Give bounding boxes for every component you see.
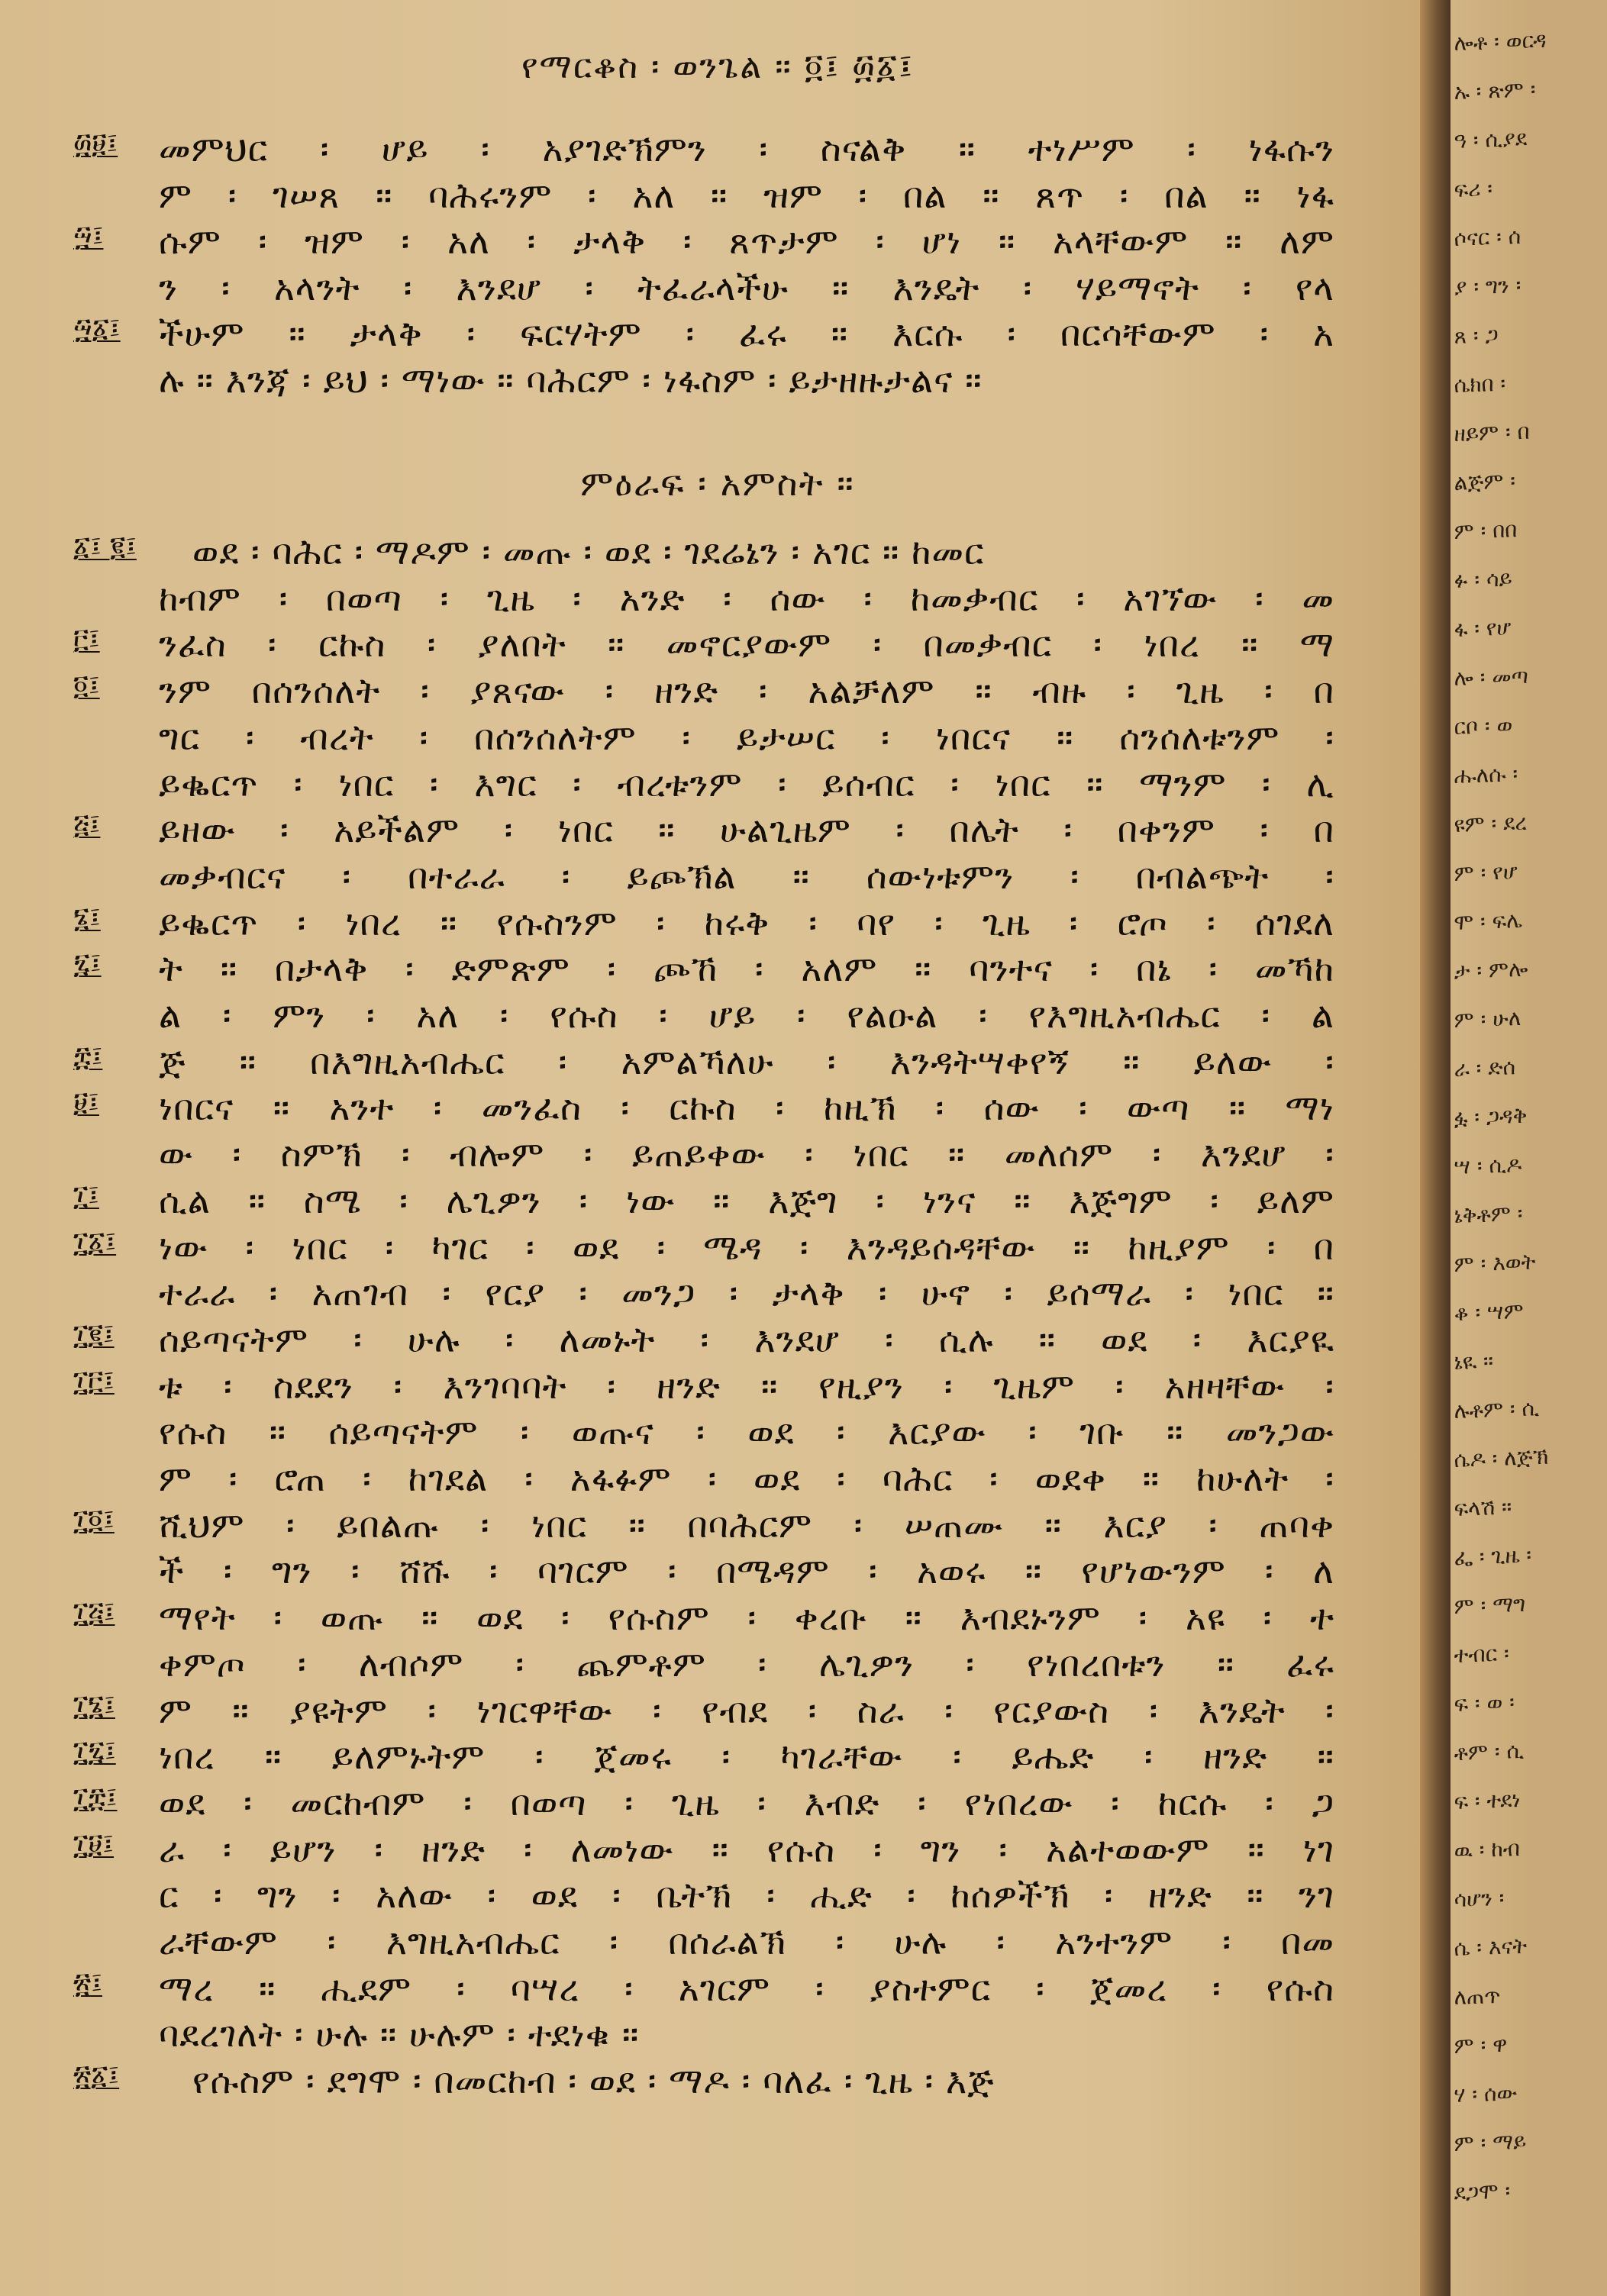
chapter-heading: ምዕራፍ ፡ አምስት ። xyxy=(580,463,855,504)
line-text: ይቈርጥ ፡ ነበረ ። የሱስንም ፡ ከሩቅ ፡ ባየ ፡ ጊዜ ፡ ሮጦ ፡ ሰገደለ xyxy=(159,901,1334,943)
text-line xyxy=(0,128,1420,174)
verse-number: ፮፤ xyxy=(73,901,101,934)
verse-number: ፳፤ xyxy=(73,1967,103,1999)
text-line xyxy=(0,763,1420,809)
facing-page-fragment: ሃ ፡ ሰው xyxy=(1454,2080,1518,2107)
facing-page-fragment: ያ ፡ ግን ፡ xyxy=(1454,272,1521,300)
line-text: የሱስ ። ሰይጣናትም ፡ ወጡና ፡ ወደ ፡ እርያው ፡ ገቡ ። መንጋው xyxy=(159,1411,1334,1453)
facing-page-fragment: ፍ ፡ ተደነ xyxy=(1454,1786,1521,1814)
line-text: ራ ፡ ይሆን ፡ ዘንድ ፡ ለመነው ። የሱስ ፡ ግን ፡ አልተወውም ። ነገ xyxy=(159,1828,1334,1870)
facing-page-fragment: ኔቅቶም ፡ xyxy=(1454,1200,1524,1228)
verse-number: ፲፫፤ xyxy=(73,1365,115,1397)
line-text: ይቈርጥ ፡ ነበር ፡ እግር ፡ ብረቱንም ፡ ይሰብር ፡ ነበር ። ማንም ፡ ሊ xyxy=(159,763,1334,805)
text-line xyxy=(0,1411,1420,1457)
text-line xyxy=(0,809,1420,855)
line-text: ሰይጣናትም ፡ ሁሉ ፡ ለመኑት ፡ እንደሆ ፡ ሲሉ ። ወደ ፡ እርያዪ xyxy=(159,1318,1334,1360)
running-header: የማርቆስ ፡ ወንጌል ። ፬፤ ፴፩፤ xyxy=(521,47,915,86)
facing-page-fragment: ሉቶም ፡ ሲ xyxy=(1454,1395,1540,1424)
text-line xyxy=(0,1180,1420,1226)
line-text: ት ። በታላቅ ፡ ድምጽም ፡ ጮኸ ፡ አለም ። ባንተና ፡ በኔ ፡ መኻከ xyxy=(159,948,1334,990)
facing-page-fragment: ም ፡ ማይ xyxy=(1454,2128,1527,2156)
line-text: ጅ ። በእግዚአብሔር ፡ አምልኻለሁ ፡ እንዳትሣቀየኝ ። ይለው ፡ xyxy=(159,1040,1334,1082)
text-line xyxy=(0,1968,1420,2014)
text-line xyxy=(0,1319,1420,1365)
text-line xyxy=(0,267,1420,313)
line-text: ተራራ ፡ አጠገብ ፡ የርያ ፡ መንጋ ፡ ታላቅ ፡ ሁኖ ፡ ይሰማራ ፡ ነበር ። xyxy=(159,1272,1334,1314)
text-line xyxy=(0,1133,1420,1179)
facing-page-fragment: ቶም ፡ ሲ xyxy=(1454,1737,1525,1766)
line-text: ች ፡ ግን ፡ ሸሹ ፡ ባገርም ፡ በሜዳም ፡ አወሩ ። የሆነውንም ፡ ለ xyxy=(159,1550,1334,1592)
facing-page-fragment: ም ፡ ዋ xyxy=(1454,2031,1508,2059)
facing-page-fragment: ዩም ፡ ደረ xyxy=(1454,809,1528,837)
text-line xyxy=(0,856,1420,901)
line-text: ንፈስ ፡ ርኩስ ፡ ያለበት ። መኖርያውም ፡ በመቃብር ፡ ነበረ ። ማ xyxy=(159,624,1334,666)
line-text: ነው ፡ ነበር ፡ ካገር ፡ ወደ ፡ ሜዳ ፡ እንዳይሰዳቸው ። ከዚያም ፡ በ xyxy=(159,1226,1334,1268)
facing-page-fragment: ልጅም ፡ xyxy=(1454,468,1516,495)
facing-page-fragment: ፍ ፡ ወ ፡ xyxy=(1454,1689,1515,1717)
text-line xyxy=(0,1550,1420,1596)
verse-number: ፰፤ xyxy=(73,1040,103,1072)
facing-page-fragment: ሶናር ፡ ሰ xyxy=(1454,223,1521,251)
facing-page-fragment: ም ፡ የሆ xyxy=(1454,859,1518,886)
line-text: ር ፡ ግን ፡ አለው ፡ ወደ ፡ ቤትኽ ፡ ሒድ ፡ ከሰዎችኽ ፡ ዘንድ ። ንገ xyxy=(159,1875,1334,1917)
verse-number: ፲፰፤ xyxy=(73,1782,118,1814)
facing-page-fragment: ሴዶ ፡ ለጅኽ xyxy=(1454,1443,1549,1472)
line-text: ም ፡ ገሠጸ ። ባሕሩንም ፡ አለ ። ዝም ፡ በል ። ጸጥ ፡ በል ። ነፋ xyxy=(159,174,1334,216)
text-line xyxy=(0,1690,1420,1736)
facing-page-fragment: ዓ ፡ ሲያደ xyxy=(1454,125,1528,153)
line-text: ሲል ። ስሜ ፡ ሌጊዎን ፡ ነው ። እጅግ ፡ ነንና ። እጅግም ፡ ይለም xyxy=(159,1179,1334,1221)
verse-number: ፵፩፤ xyxy=(73,313,121,344)
text-line xyxy=(0,1458,1420,1504)
facing-page-fragment: ኡ ፡ ጽም ፡ xyxy=(1454,76,1536,105)
verse-number: ፴፱፤ xyxy=(73,128,118,160)
text-line xyxy=(0,995,1420,1040)
facing-page-fragment: ፏ ፡ ጋዳቅ xyxy=(1454,1102,1528,1130)
facing-page-fragment: ሣ ፡ ሲዶ xyxy=(1454,1151,1522,1179)
line-text: ው ፡ ስምኽ ፡ ብሎም ፡ ይጠይቀው ፡ ነበር ። መለሰም ፡ እንደሆ ፡ xyxy=(159,1133,1334,1175)
facing-page-fragment: ም ፡ በበ xyxy=(1454,517,1518,544)
line-text: ከብም ፡ በወጣ ፡ ጊዜ ፡ አንድ ፡ ሰው ፡ ከመቃብር ፡ አገኘው ፡ መ xyxy=(159,577,1334,619)
text-line xyxy=(0,2060,1420,2106)
text-line xyxy=(0,1041,1420,1087)
book-gutter xyxy=(1420,0,1450,2296)
line-text: መቃብርና ፡ በተራራ ፡ ይጮኽል ። ሰውነቱምን ፡ በብልጭት ፡ xyxy=(159,855,1334,897)
facing-page-fragment: ዉ ፡ ከብ xyxy=(1454,1835,1521,1863)
line-text: ባደረገለት ፡ ሁሉ ። ሁሉም ፡ ተደነቁ ። xyxy=(159,2014,640,2056)
verse-number: ፩፤ ፪፤ xyxy=(73,531,137,563)
facing-page-fragment: ሴ ፡ እናት xyxy=(1454,1933,1528,1961)
line-text: ማረ ። ሒደም ፡ ባሣረ ፡ አገርም ፡ ያስተምር ፡ ጀመረ ፡ የሱስ xyxy=(159,1967,1334,2009)
facing-page-fragment: ለጠጥ xyxy=(1454,1982,1502,2010)
line-text: ሉ ። እንጃ ፡ ይህ ፡ ማነው ። ባሕርም ፡ ነፋስም ፡ ይታዘዙታልና ። xyxy=(159,359,983,401)
facing-page-fragment: ሑለሱ ፡ xyxy=(1454,761,1518,788)
text-line xyxy=(0,948,1420,994)
line-text: ን ፡ አላንት ፡ እንደሆ ፡ ትፈራላችሁ ። እንዴት ፡ ሃይማኖት ፡ የላ xyxy=(159,266,1334,308)
facing-page-fragment: ርቦ ፡ ወ xyxy=(1454,712,1513,740)
facing-page-fragment: ኔዪ ። xyxy=(1454,1348,1494,1375)
text-line xyxy=(0,175,1420,221)
facing-page-fragment: ታ ፡ ምሎ xyxy=(1454,956,1528,984)
facing-page-fragment: ሳሆን ፡ xyxy=(1454,1885,1505,1912)
text-line xyxy=(0,313,1420,359)
text-line xyxy=(0,1829,1420,1875)
verse-number: ፲፬፤ xyxy=(73,1504,115,1536)
verse-number: ፵፤ xyxy=(73,221,104,252)
text-line xyxy=(0,1921,1420,1967)
facing-page-fragment: ሎ ፡ መጣ xyxy=(1454,663,1529,691)
text-line xyxy=(0,1736,1420,1782)
text-line xyxy=(0,360,1420,405)
text-line xyxy=(0,1504,1420,1550)
facing-page-fragment: ዘይም ፡ በ xyxy=(1454,418,1531,447)
line-text: ቱ ፡ ስደደን ፡ እንገባባት ፡ ዘንድ ። የዚያን ፡ ጊዜም ፡ አዘዛቸው ፡ xyxy=(159,1365,1334,1407)
facing-page-fragment: ፋ ፡ የሆ xyxy=(1454,614,1512,642)
text-line xyxy=(0,1227,1420,1272)
verse-number: ፳፩፤ xyxy=(73,2060,120,2092)
line-text: የሱስም ፡ ደግሞ ፡ በመርከብ ፡ ወደ ፡ ማዶ ፡ ባለፈ ፡ ጊዜ ፡ እጅ xyxy=(192,2060,995,2102)
line-text: ሱም ፡ ዝም ፡ አለ ፡ ታላቅ ፡ ጸጥታም ፡ ሆነ ። አላቸውም ። ለም xyxy=(159,221,1334,262)
text-line xyxy=(0,221,1420,266)
text-line xyxy=(0,624,1420,669)
facing-page-fragment: ፉ ፡ ሳይ xyxy=(1454,566,1513,593)
facing-page-fragment: ደጋሞ ፡ xyxy=(1454,2178,1511,2205)
line-text: መምህር ፡ ሆይ ፡ አያገድኽምን ፡ ስናልቅ ። ተነሥም ፡ ነፋሱን xyxy=(159,128,1334,169)
facing-page-fragment: ም ፡ ሁለ xyxy=(1454,1004,1521,1033)
text-line xyxy=(0,2014,1420,2059)
line-text: ራቸውም ፡ እግዚአብሔር ፡ በሰራልኽ ፡ ሁሉ ፡ አንተንም ፡ በመ xyxy=(159,1921,1334,1962)
text-line xyxy=(0,1643,1420,1689)
verse-number: ፲፤ xyxy=(73,1179,99,1211)
verse-number: ፲፩፤ xyxy=(73,1226,117,1258)
text-line xyxy=(0,1782,1420,1828)
facing-page-fragment: ፍሪ ፡ xyxy=(1454,176,1493,202)
line-text: ወደ ፡ ባሕር ፡ ማዶም ፡ መጡ ፡ ወደ ፡ ገደሬኔን ፡ አገር ። ከመር xyxy=(192,531,985,572)
facing-page xyxy=(1450,0,1549,2296)
line-text: ይዘው ፡ አይችልም ፡ ነበር ። ሁልጊዜም ፡ በሌት ፡ በቀንም ፡ በ xyxy=(159,809,1334,851)
text-line xyxy=(0,717,1420,763)
line-text: ም ፡ ሮጠ ፡ ከገደል ፡ አፋፉም ፡ ወደ ፡ ባሕር ፡ ወደቀ ። ከሁለት ፡ xyxy=(159,1458,1334,1499)
facing-page-fragment: ም ፡ እወት xyxy=(1454,1249,1536,1277)
line-text: ሺህም ፡ ይበልጡ ፡ ነበር ። በባሕርም ፡ ሠጠሙ ። እርያ ፡ ጠባቀ xyxy=(159,1504,1334,1546)
line-text: ንም በሰንሰለት ፡ ያጸናው ፡ ዘንድ ፡ አልቻለም ። ብዙ ፡ ጊዜ ፡ በ xyxy=(159,670,1334,712)
line-text: ግር ፡ ብረት ፡ በሰንሰለትም ፡ ይታሠር ፡ ነበርና ። ሰንሰለቱንም ፡ xyxy=(159,716,1334,758)
facing-page-fragment: ጸ ፡ ጋ xyxy=(1454,321,1499,349)
verse-number: ፲፱፤ xyxy=(73,1828,115,1860)
line-text: ማየት ፡ ወጡ ። ወደ ፡ የሱስም ፡ ቀረቡ ። እብደኑንም ፡ አዩ ፡ ተ xyxy=(159,1597,1334,1639)
verse-number: ፲፪፤ xyxy=(73,1318,115,1350)
text-line xyxy=(0,670,1420,716)
facing-page-fragment: ፍላሽ ። xyxy=(1454,1494,1512,1521)
facing-page-fragment: ሎቶ ፡ ወርዳ xyxy=(1454,27,1547,56)
text-line xyxy=(0,578,1420,624)
text-line xyxy=(0,531,1420,577)
line-text: ል ፡ ምን ፡ አለ ፡ የሱስ ፡ ሆይ ፡ የልዑል ፡ የእግዚአብሔር ፡ ል xyxy=(159,995,1334,1036)
verse-number: ፲፮፤ xyxy=(73,1689,115,1721)
line-text: ነበርና ። አንተ ፡ መንፈስ ፡ ርኩስ ፡ ከዚኽ ፡ ሰው ፡ ውጣ ። ማነ xyxy=(159,1087,1334,1129)
facing-page-fragment: ራ ፡ ድሰ xyxy=(1454,1054,1516,1082)
verse-number: ፲፭፤ xyxy=(73,1597,115,1629)
verse-number: ፱፤ xyxy=(73,1087,99,1119)
facing-page-fragment: ተብር ፡ xyxy=(1454,1640,1510,1668)
text-line xyxy=(0,1875,1420,1920)
verse-number: ፯፤ xyxy=(73,948,102,980)
text-line xyxy=(0,902,1420,948)
text-line xyxy=(0,1597,1420,1643)
verse-number: ፲፯፤ xyxy=(73,1736,116,1768)
line-text: ችሁም ። ታላቅ ፡ ፍርሃትም ፡ ፈሩ ። እርሱ ፡ በርሳቸውም ፡ አ xyxy=(159,313,1334,354)
facing-page-fragment: ሴክበ ፡ xyxy=(1454,370,1506,398)
line-text: ወደ ፡ መርከብም ፡ በወጣ ፡ ጊዜ ፡ እብድ ፡ የነበረው ፡ ከርሱ ፡ ጋ xyxy=(159,1782,1334,1824)
facing-page-fragment: ቆ ፡ ሣም xyxy=(1454,1298,1525,1326)
line-text: ም ። ያዩትም ፡ ነገርዋቸው ፡ የብደ ፡ ስራ ፡ የርያውስ ፡ እንዴት ፡ xyxy=(159,1689,1334,1731)
verse-number: ፭፤ xyxy=(73,809,101,841)
text-line xyxy=(0,1272,1420,1318)
facing-page-fragment: ሞ ፡ ፍሌ xyxy=(1454,907,1523,935)
facing-page-fragment: ፌ ፡ ጊዜ ፡ xyxy=(1454,1542,1532,1570)
verse-number: ፫፤ xyxy=(73,624,100,656)
line-text: ቀምጦ ፡ ለብሶም ፡ ጨምቶም ፡ ሌጊዎን ፡ የነበረበቱን ። ፈሩ xyxy=(159,1643,1334,1685)
text-line xyxy=(0,1087,1420,1133)
text-line xyxy=(0,1366,1420,1411)
line-text: ነበረ ። ይለምኑትም ፡ ጀመሩ ፡ ካገራቸው ፡ ይሔድ ፡ ዘንድ ። xyxy=(159,1736,1334,1778)
verse-number: ፬፤ xyxy=(73,670,100,702)
facing-page-fragment: ም ፡ ማግ xyxy=(1454,1591,1526,1619)
